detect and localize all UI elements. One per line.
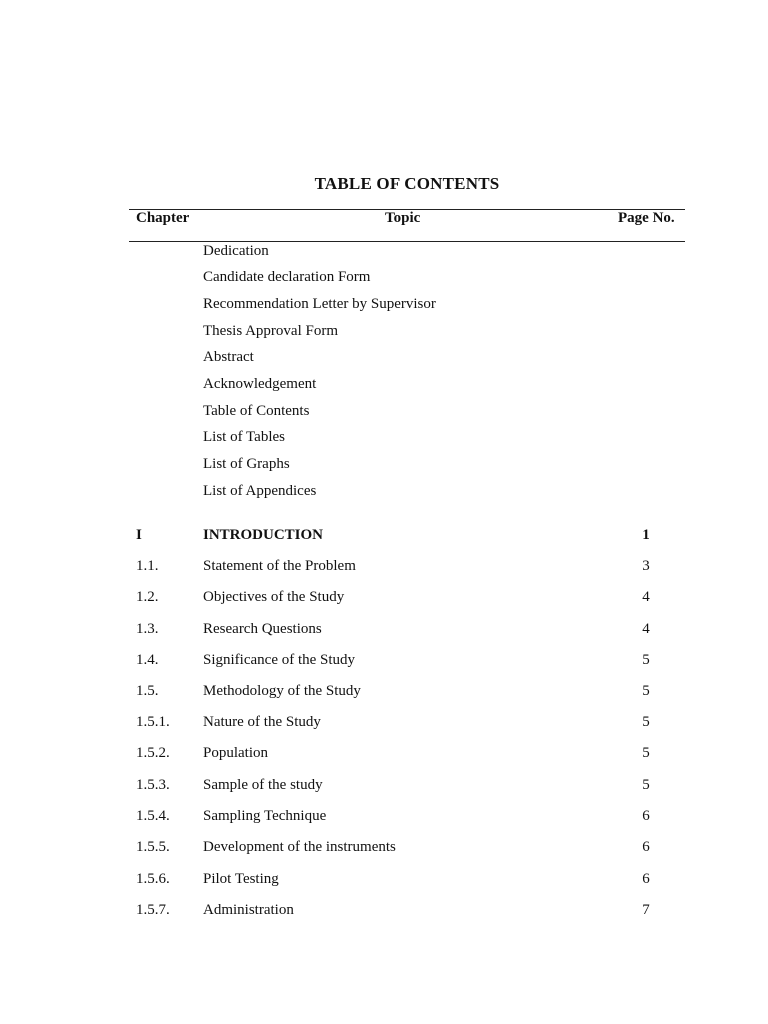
toc-entry: [0, 776, 768, 796]
entry-page: 6: [642, 871, 650, 887]
header-page-no: Page No.: [618, 210, 675, 226]
entry-topic: Development of the instruments: [203, 839, 396, 855]
entry-topic: Significance of the Study: [203, 652, 356, 668]
front-matter-item: Dedication: [203, 243, 269, 259]
toc-entry: [0, 838, 768, 858]
toc-entry: [0, 901, 768, 921]
entry-page: 4: [642, 589, 650, 605]
entry-page: 5: [642, 777, 650, 793]
entry-topic: Sample of the study: [203, 777, 323, 793]
toc-entry: [0, 713, 768, 733]
entry-chapter: 1.3.: [136, 621, 159, 637]
header-topic: Topic: [385, 210, 421, 226]
entry-topic: INTRODUCTION: [203, 527, 324, 543]
entry-topic: Pilot Testing: [203, 871, 279, 887]
toc-entry: [0, 651, 768, 671]
entry-chapter: 1.1.: [136, 558, 159, 574]
front-matter-item: Thesis Approval Form: [203, 323, 338, 339]
toc-entry: [0, 526, 768, 546]
front-matter-item: List of Graphs: [203, 456, 290, 472]
toc-entry: [0, 807, 768, 827]
entry-chapter: 1.5.4.: [136, 808, 170, 824]
entry-page: 5: [642, 714, 650, 730]
entry-topic: Objectives of the Study: [203, 589, 345, 605]
toc-entry: [0, 620, 768, 640]
entry-topic: Sampling Technique: [203, 808, 327, 824]
entry-chapter: 1.5.2.: [136, 745, 170, 761]
entry-chapter: 1.5.1.: [136, 714, 170, 730]
toc-entry: [0, 588, 768, 608]
toc-entry: [0, 557, 768, 577]
front-matter-item: Candidate declaration Form: [203, 269, 371, 285]
entry-chapter: 1.5.7.: [136, 902, 170, 918]
front-matter-item: Acknowledgement: [203, 376, 317, 392]
entry-chapter: 1.4.: [136, 652, 159, 668]
entry-topic: Administration: [203, 902, 294, 918]
header-chapter: Chapter: [136, 210, 190, 226]
page-title: TABLE OF CONTENTS: [314, 174, 500, 193]
toc-entry: [0, 870, 768, 890]
entry-chapter: 1.5.5.: [136, 839, 170, 855]
entry-page: 5: [642, 683, 650, 699]
entry-chapter: I: [136, 527, 142, 543]
toc-entry: [0, 744, 768, 764]
entry-page: 7: [642, 902, 650, 918]
entry-chapter: 1.5.6.: [136, 871, 170, 887]
entry-topic: Research Questions: [203, 621, 322, 637]
entry-page: 4: [642, 621, 650, 637]
entry-page: 6: [642, 839, 650, 855]
entry-page: 6: [642, 808, 650, 824]
entry-chapter: 1.5.3.: [136, 777, 170, 793]
front-matter-item: Abstract: [203, 349, 254, 365]
front-matter-item: List of Appendices: [203, 483, 317, 499]
entry-topic: Population: [203, 745, 269, 761]
entry-page: 3: [642, 558, 650, 574]
front-matter-item: List of Tables: [203, 429, 285, 445]
front-matter-item: Recommendation Letter by Supervisor: [203, 296, 436, 312]
entry-topic: Statement of the Problem: [203, 558, 356, 574]
entry-topic: Methodology of the Study: [203, 683, 361, 699]
entry-page: 1: [642, 527, 650, 543]
entry-page: 5: [642, 745, 650, 761]
entry-topic: Nature of the Study: [203, 714, 321, 730]
entry-page: 5: [642, 652, 650, 668]
toc-entry: [0, 682, 768, 702]
entry-chapter: 1.2.: [136, 589, 159, 605]
entry-chapter: 1.5.: [136, 683, 159, 699]
front-matter-item: Table of Contents: [203, 403, 310, 419]
